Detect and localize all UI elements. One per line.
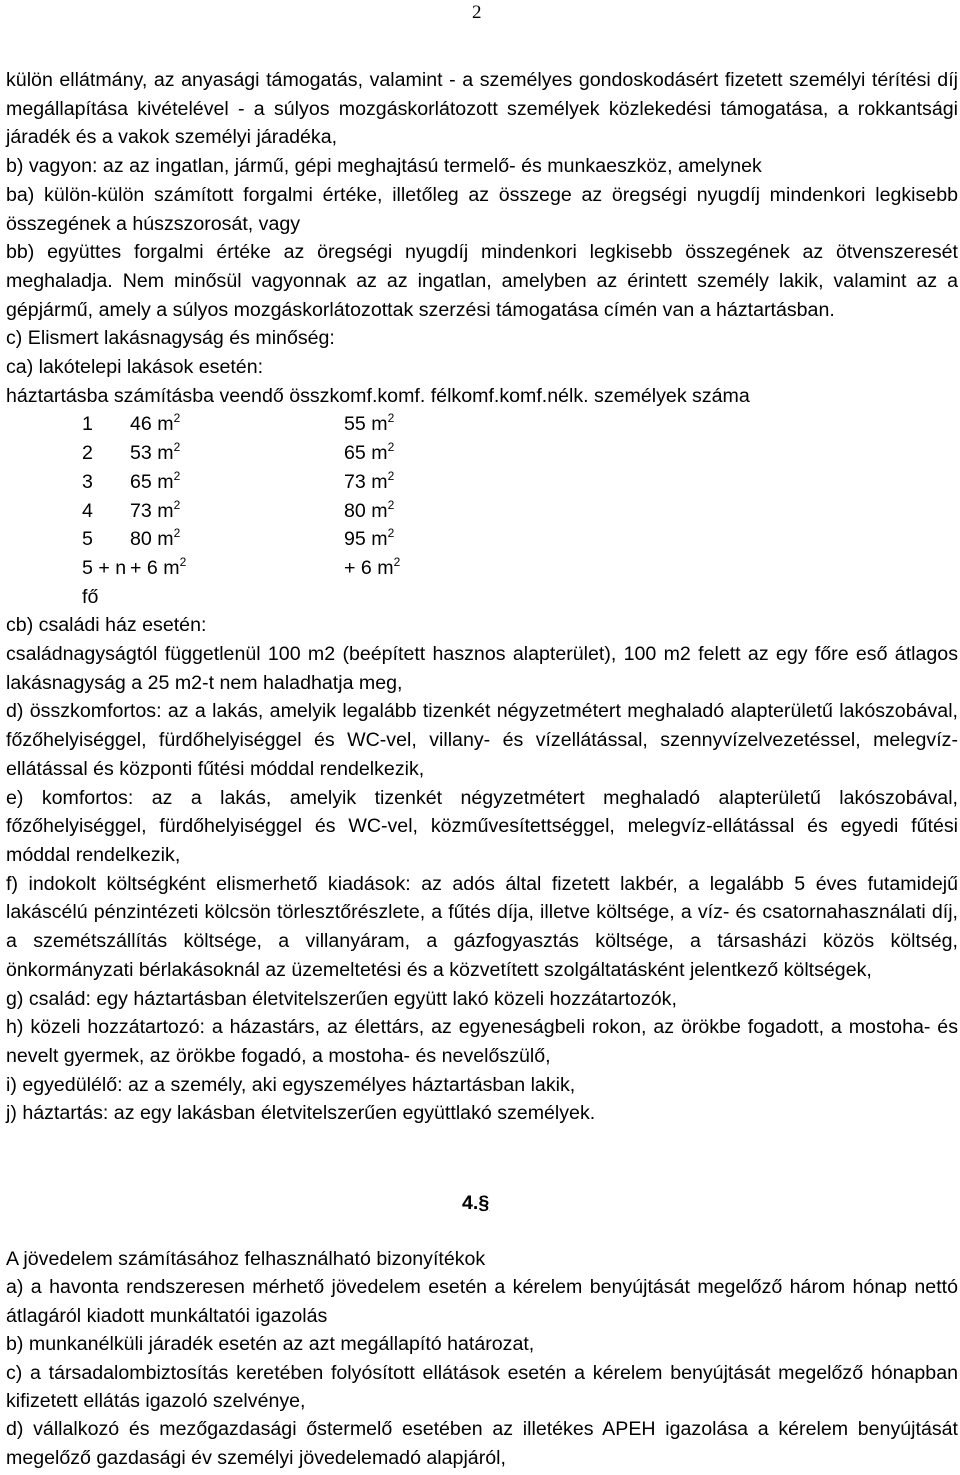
paragraph-ba: ba) külön-külön számított forgalmi értéke, illetőleg az összege az öregségi nyugdíj mindenkori legkisebb összegének a húszszorosát, vagy <box>6 183 958 235</box>
paragraph-tail-a: a) a havonta rendszeresen mérhető jövedelem esetén a kérelem benyújtását megelőző három hónap nettó átlagáról kiadott munkáltatói igazolás <box>6 1276 958 1327</box>
paragraph-ca: ca) lakótelepi lakások esetén: <box>6 356 264 379</box>
table-cell: 2 <box>82 442 93 465</box>
superscript-2: 2 <box>179 554 187 569</box>
superscript-2: 2 <box>387 411 395 426</box>
paragraph-intro: külön ellátmány, az anyasági támogatás, valamint - a személyes gondoskodásért fizetett személyi térítési díj megállapítása kivételével - a súlyos mozgáskorlátozott személyek közlekedési támogatása, a rokkantsági járadék és a vakok személyi járadéka, <box>6 69 958 149</box>
table-row <box>6 439 544 468</box>
table-cell: 1 <box>82 413 93 436</box>
table-cell: 5 + n fő <box>82 556 127 608</box>
table-row <box>6 468 544 497</box>
table-row <box>6 410 544 439</box>
table-row <box>6 497 544 526</box>
superscript-2: 2 <box>173 497 181 512</box>
section-heading <box>462 1192 489 1215</box>
table-cell: 73 m <box>130 499 174 522</box>
table-cell: 80 m <box>130 528 174 551</box>
superscript-2: 2 <box>387 468 395 483</box>
table-cell: 65 m <box>130 470 174 493</box>
superscript-2: 2 <box>387 526 395 541</box>
table-row <box>6 525 544 554</box>
table-cell: + 6 m <box>344 556 394 579</box>
document-tail <box>6 1245 958 1472</box>
superscript-2: 2 <box>387 497 395 512</box>
superscript-2: 2 <box>387 440 395 455</box>
superscript-2: 2 <box>173 440 181 455</box>
section-number: 4. <box>462 1192 479 1214</box>
paragraph-jovedelem-title: A jövedelem számításához felhasználható bizonyítékok <box>6 1248 486 1270</box>
paragraph-h: h) közeli hozzátartozó: a házastárs, az élettárs, az egyeneságbeli rokon, az örökbe fogadott, a mostoha- és nevelt gyermek, az örökbe fogadó, a mostoha- és nevelőszülő, <box>6 1016 958 1067</box>
superscript-2: 2 <box>173 468 181 483</box>
table-cell: 95 m <box>344 528 388 551</box>
table-cell: 65 m <box>344 442 388 465</box>
table-header-line: háztartásba számításba veendő összkomf.komf. félkomf.komf.nélk. személyek száma <box>6 384 750 407</box>
paragraph-d: d) összkomfortos: az a lakás, amelyik legalább tizenkét négyzetmétert meghaladó alapterületű lakószobával, főzőhelyiséggel, fürdőhelyiséggel és WC-vel, villany- és vízellátással, szennyvízelvezetéssel, melegvíz-ellátással és központi fűtési móddal rendelkezik, <box>6 700 958 780</box>
paragraph-f: f) indokolt költségként elismerhető kiadások: az adós által fizetett lakbér, a legalább 5 éves futamidejű lakáscélú pénzintézeti kölcsön törlesztőrészlete, a fűtés díja, illetve költsége, a víz- és csatornahasználati díj, a szemétszállítás költsége, a villanyáram, a gázfogyasztás költsége, a társasházi közös költség, önkormányzati bérlakásoknál az üzemeltetési és a közvetített szolgáltatásként jelentkező költségek, <box>6 872 958 981</box>
table-cell: 55 m <box>344 413 388 436</box>
section-mark: § <box>478 1192 490 1214</box>
paragraph-tail-d: d) vállalkozó és mezőgazdasági őstermelő esetében az illetékes APEH igazolása a kérelem benyújtását megelőző gazdasági év személyi jövedelemadó alapjáról, <box>6 1418 958 1469</box>
paragraph-j: j) háztartás: az egy lakásban életvitelszerűen együttlakó személyek. <box>6 1102 596 1125</box>
table-cell: + 6 m <box>130 556 180 579</box>
paragraph-tail-b: b) munkanélküli járadék esetén az azt megállapító határozat, <box>6 1333 535 1356</box>
table-cell: 5 <box>82 528 93 551</box>
paragraph-e: e) komfortos: az a lakás, amelyik tizenkét négyzetmétert meghaladó alapterületű lakószobával, főzőhelyiséggel, fürdőhelyiséggel és WC-vel, közművesítettséggel, melegvíz-ellátással és egyedi fűtési móddal rendelkezik, <box>6 786 958 866</box>
superscript-2: 2 <box>173 411 181 426</box>
paragraph-g: g) család: egy háztartásban életvitelszerűen együtt lakó közeli hozzátartozók, <box>6 987 677 1010</box>
table-cell: 3 <box>82 470 93 493</box>
paragraph-csaladi-haz: családnagyságtól függetlenül 100 m2 (beépített hasznos alapterület), 100 m2 felett az egy főre eső átlagos lakásnagyság a 25 m2-t nem haladhatja meg, <box>6 643 958 694</box>
table-cell: 4 <box>82 499 93 522</box>
page-number: 2 <box>472 2 482 23</box>
paragraph-tail-c: c) a társadalombiztosítás keretében folyósított ellátások esetén a kérelem benyújtását megelőző hónapban kifizetett ellátás igazoló szelvénye, <box>6 1361 958 1413</box>
table-row <box>6 554 544 611</box>
paragraph-cb: cb) családi ház esetén: <box>6 614 207 637</box>
superscript-2: 2 <box>173 526 181 541</box>
document-body <box>6 66 958 1128</box>
table-cell: 73 m <box>344 470 388 493</box>
table-cell: 46 m <box>130 413 174 436</box>
paragraph-i: i) egyedülélő: az a személy, aki egyszemélyes háztartásban lakik, <box>6 1073 576 1096</box>
table-cell: 80 m <box>344 499 388 522</box>
paragraph-c: c) Elismert lakásnagyság és minőség: <box>6 327 335 350</box>
superscript-2: 2 <box>393 554 401 569</box>
table-cell: 53 m <box>130 442 174 465</box>
paragraph-b-vagyon: b) vagyon: az az ingatlan, jármű, gépi meghajtású termelő- és munkaeszköz, amelynek <box>6 155 762 178</box>
housing-size-table <box>6 410 544 611</box>
paragraph-bb: bb) együttes forgalmi értéke az öregségi nyugdíj mindenkori legkisebb összegének az ötvenszeresét meghaladja. Nem minősül vagyonnak az az ingatlan, amelyben az érintett személy lakik, valamint az a gépjármű, amely a súlyos mozgáskorlátozottak szerzési támogatása címén van a háztartásban. <box>6 241 958 321</box>
